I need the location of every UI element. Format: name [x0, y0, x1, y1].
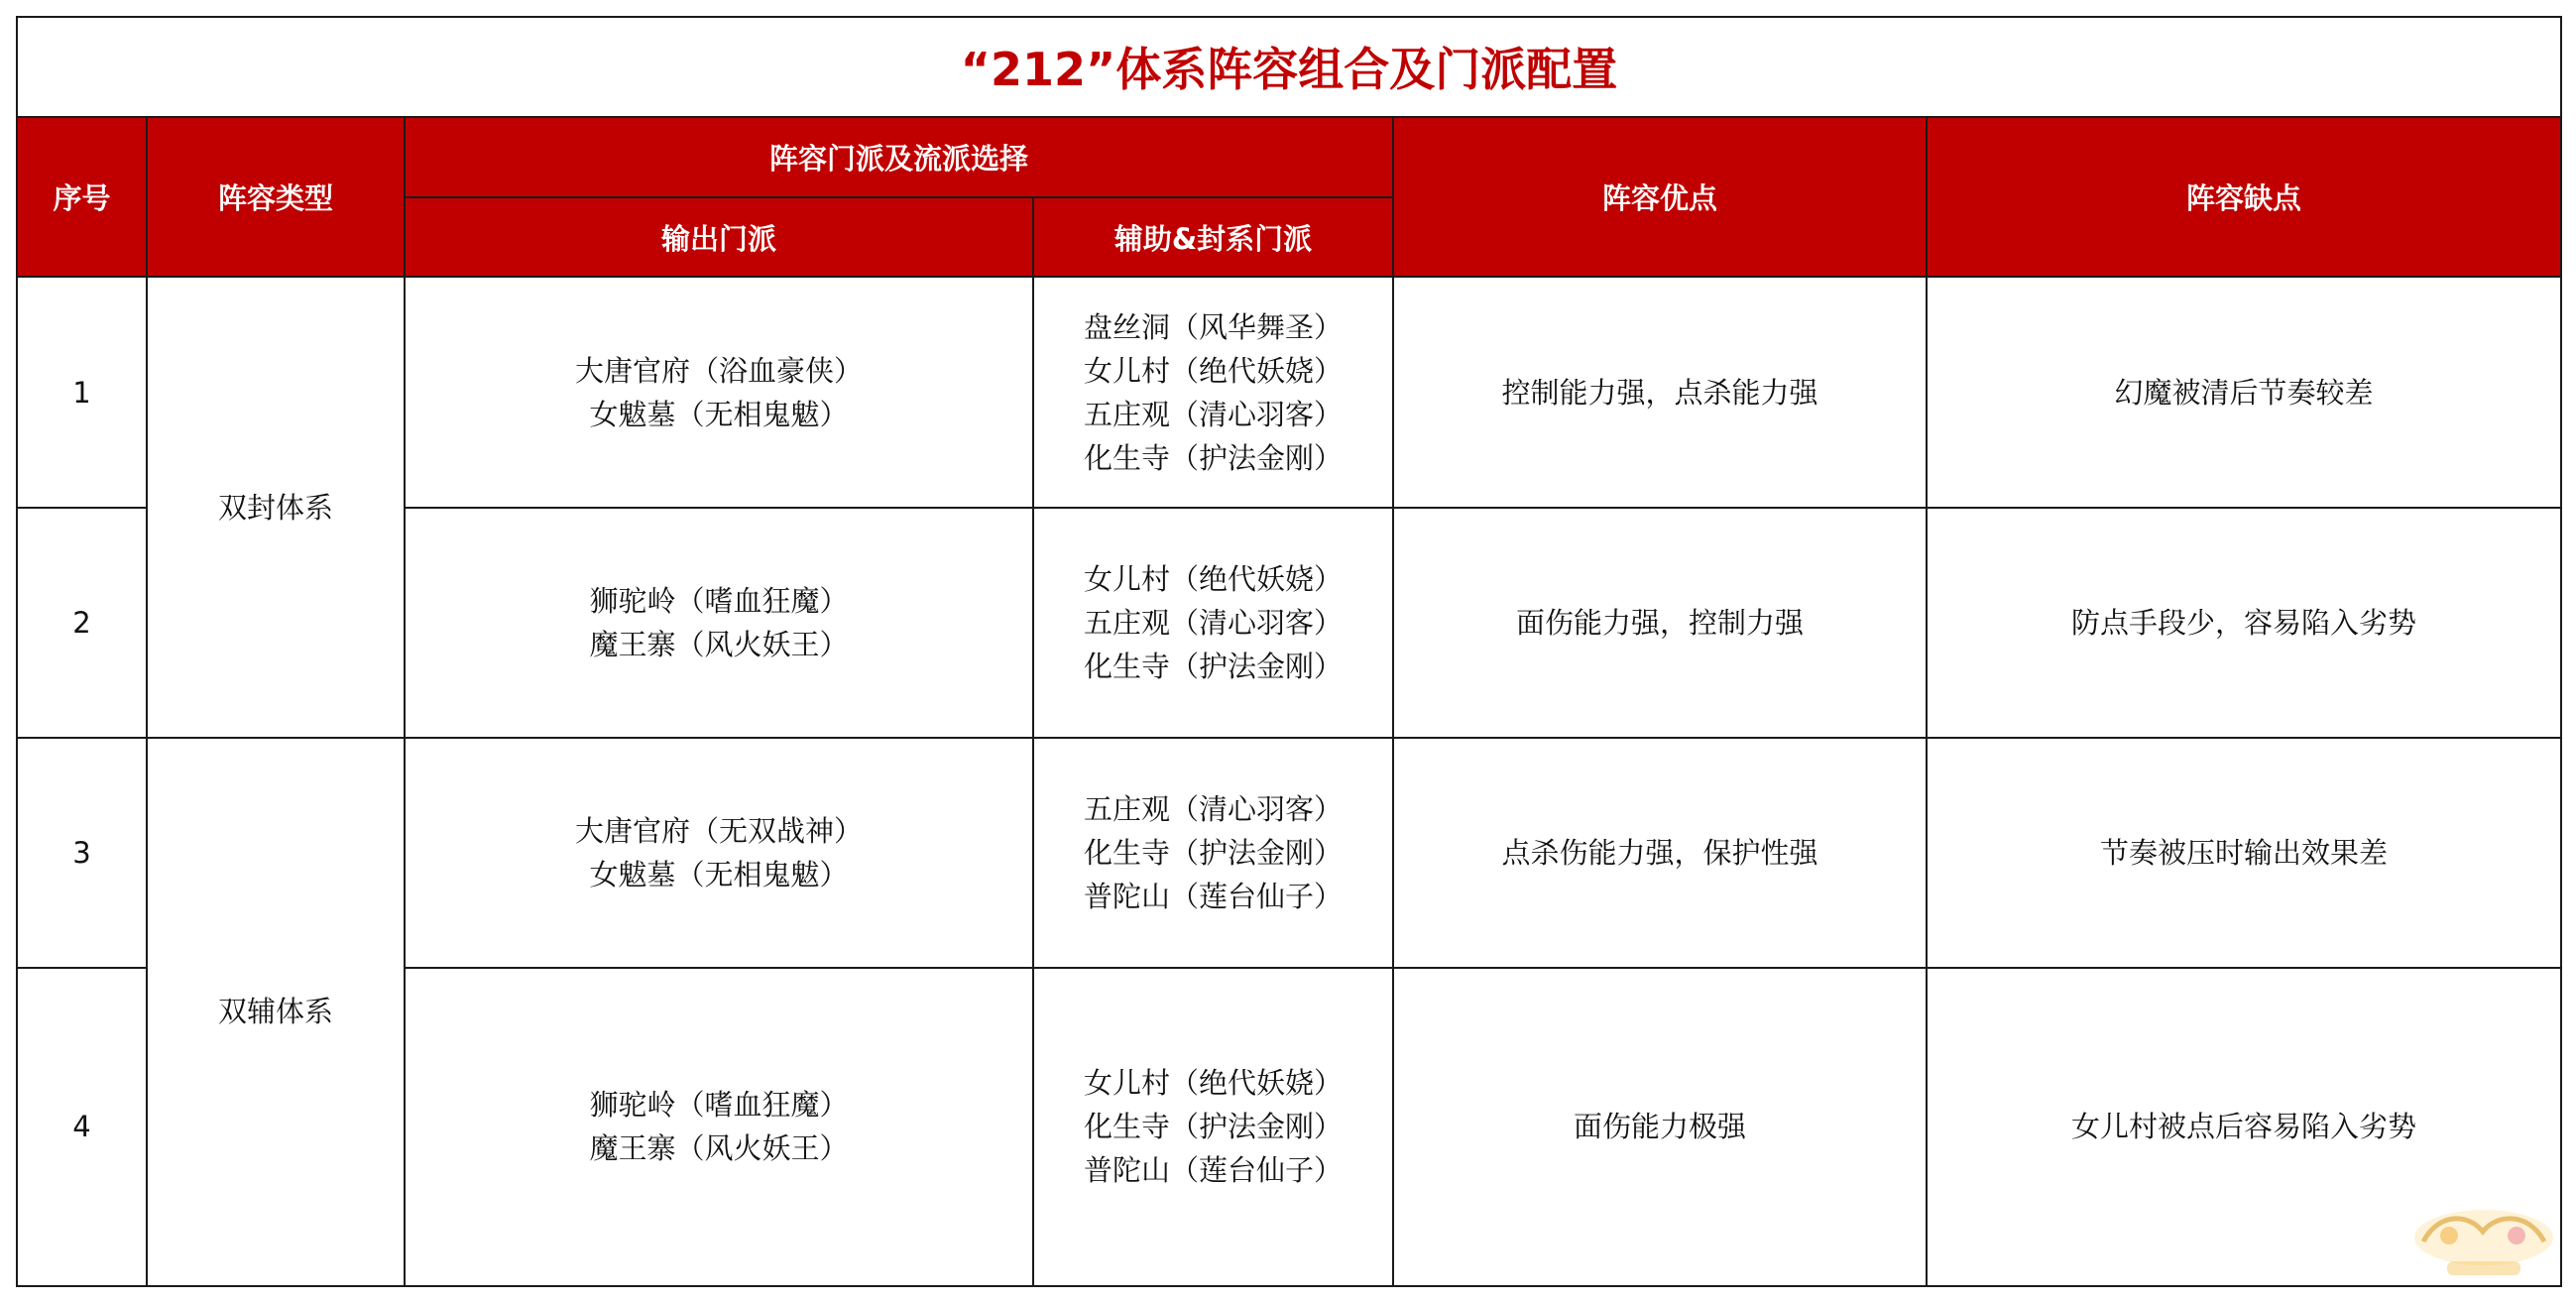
cons-cell: 节奏被压时输出效果差 — [1927, 738, 2561, 968]
output-school-cell — [405, 738, 1033, 968]
game-logo-watermark-icon — [2409, 1202, 2558, 1287]
output-school-item: 魔王寨（风火妖王） — [589, 1131, 849, 1166]
table-row — [17, 277, 2561, 507]
support-school-item: 女儿村（绝代妖娆） — [1083, 353, 1343, 388]
support-school-cell — [1033, 508, 1393, 738]
header-pros: 阵容优点 — [1393, 117, 1927, 278]
support-school-item: 五庄观（清心羽客） — [1083, 397, 1343, 431]
output-school-item: 大唐官府（无双战神） — [574, 813, 863, 848]
support-school-item: 化生寺（护法金刚） — [1083, 1110, 1343, 1144]
support-school-item: 化生寺（护法金刚） — [1083, 440, 1343, 475]
row-index: 2 — [17, 508, 147, 738]
row-index: 1 — [17, 277, 147, 507]
support-school-item: 普陀山（莲台仙子） — [1083, 1153, 1343, 1188]
support-school-cell — [1033, 968, 1393, 1286]
output-school-cell — [405, 968, 1033, 1286]
header-cons: 阵容缺点 — [1927, 117, 2561, 278]
cons-cell: 幻魔被清后节奏较差 — [1927, 277, 2561, 507]
table-row — [17, 738, 2561, 968]
support-school-item: 化生寺（护法金刚） — [1083, 835, 1343, 870]
support-school-cell — [1033, 738, 1393, 968]
pros-cell: 面伤能力极强 — [1393, 968, 1927, 1286]
row-index: 3 — [17, 738, 147, 968]
cons-cell: 女儿村被点后容易陷入劣势 — [1927, 968, 2561, 1286]
support-school-item: 女儿村（绝代妖娆） — [1083, 1066, 1343, 1101]
header-index: 序号 — [17, 117, 147, 278]
output-school-item: 大唐官府（浴血豪侠） — [574, 353, 863, 388]
lineup-type-cell: 双辅体系 — [147, 738, 405, 1286]
lineup-table-frame — [16, 16, 2560, 1287]
support-school-item: 五庄观（清心羽客） — [1083, 605, 1343, 640]
support-school-item: 五庄观（清心羽客） — [1083, 791, 1343, 826]
output-school-item: 狮驼岭（嗜血狂魔） — [589, 583, 849, 618]
header-lineup-type: 阵容类型 — [147, 117, 405, 278]
support-school-cell — [1033, 277, 1393, 507]
pros-cell: 控制能力强，点杀能力强 — [1393, 277, 1927, 507]
table-title: “212”体系阵容组合及门派配置 — [17, 17, 2561, 117]
output-school-item: 狮驼岭（嗜血狂魔） — [589, 1088, 849, 1123]
output-school-cell — [405, 508, 1033, 738]
output-school-item: 女魃墓（无相鬼魃） — [589, 397, 849, 431]
pros-cell: 点杀伤能力强，保护性强 — [1393, 738, 1927, 968]
header-output-school: 输出门派 — [405, 197, 1033, 278]
support-school-item: 盘丝洞（风华舞圣） — [1083, 309, 1343, 344]
output-school-item: 魔王寨（风火妖王） — [589, 627, 849, 661]
output-school-item: 女魃墓（无相鬼魃） — [589, 857, 849, 891]
output-school-cell — [405, 277, 1033, 507]
cons-cell: 防点手段少，容易陷入劣势 — [1927, 508, 2561, 738]
pros-cell: 面伤能力强，控制力强 — [1393, 508, 1927, 738]
support-school-item: 女儿村（绝代妖娆） — [1083, 561, 1343, 596]
support-school-item: 普陀山（莲台仙子） — [1083, 879, 1343, 913]
lineup-table — [16, 16, 2562, 1287]
header-school-selection: 阵容门派及流派选择 — [405, 117, 1393, 197]
header-support-school: 辅助&封系门派 — [1033, 197, 1393, 278]
row-index: 4 — [17, 968, 147, 1286]
lineup-type-cell: 双封体系 — [147, 277, 405, 737]
support-school-item: 化生寺（护法金刚） — [1083, 649, 1343, 683]
